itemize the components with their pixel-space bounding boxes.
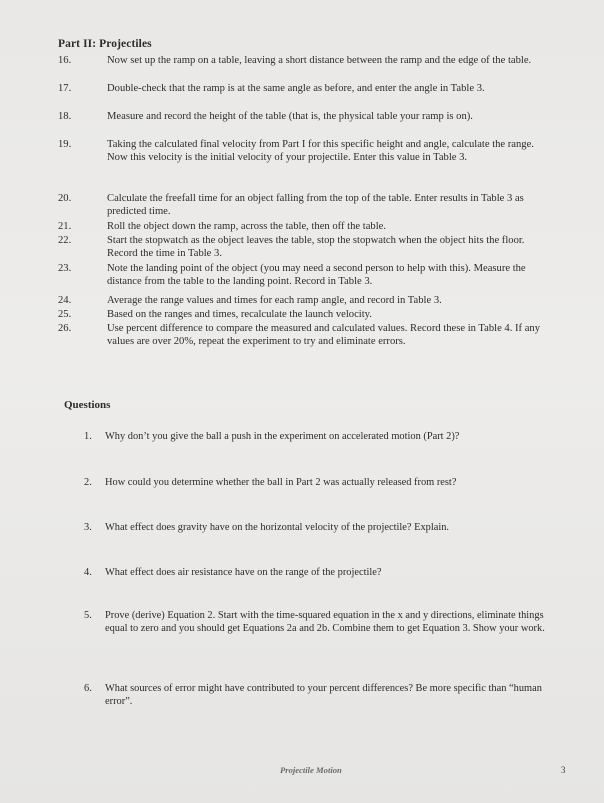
step-text: Based on the ranges and times, recalculate the launch velocity. xyxy=(107,309,372,320)
question-item xyxy=(84,431,554,444)
question-number: 2. xyxy=(84,477,92,488)
procedure-step xyxy=(56,111,556,124)
step-text: Average the range values and times for each ramp angle, and record in Table 3. xyxy=(107,295,442,306)
question-text: What effect does gravity have on the horizontal velocity of the projectile? Explain. xyxy=(105,522,450,533)
procedure-step xyxy=(56,309,556,322)
question-number: 5. xyxy=(84,610,92,621)
procedure-step xyxy=(56,55,556,68)
footer-title: Projectile Motion xyxy=(280,765,342,775)
procedure-step xyxy=(56,323,556,348)
question-number: 6. xyxy=(84,683,92,694)
procedure-step xyxy=(56,235,556,260)
procedure-step xyxy=(56,193,556,218)
step-number: 23. xyxy=(58,263,72,274)
step-number: 25. xyxy=(58,309,72,320)
question-text: What effect does air resistance have on the range of the projectile? xyxy=(105,567,382,578)
question-number: 4. xyxy=(84,567,92,578)
question-number: 1. xyxy=(84,431,92,442)
step-number: 19. xyxy=(58,139,72,150)
step-text: Taking the calculated final velocity from Part I for this specific height and angle, calculate the range. Now this velocity is the initial velocity of your projectile. Enter this value in Table 3. xyxy=(107,139,534,163)
question-text: Prove (derive) Equation 2. Start with the time-squared equation in the x and y directions, eliminate things equal to zero and you should get Equations 2a and 2b. Combine them to get Equation 3. Show your work. xyxy=(105,610,545,634)
step-text: Measure and record the height of the table (that is, the physical table your ramp is on). xyxy=(107,111,473,122)
question-text: How could you determine whether the ball in Part 2 was actually released from rest? xyxy=(105,477,457,488)
step-number: 24. xyxy=(58,295,72,306)
question-text: What sources of error might have contributed to your percent differences? Be more specific than “human error”. xyxy=(105,683,542,707)
question-item xyxy=(84,567,554,580)
procedure-step xyxy=(56,83,556,96)
step-number: 18. xyxy=(58,111,72,122)
procedure-step xyxy=(56,139,556,164)
step-number: 16. xyxy=(58,55,72,66)
step-text: Double-check that the ramp is at the same angle as before, and enter the angle in Table 3. xyxy=(107,83,485,94)
step-text: Calculate the freefall time for an object falling from the top of the table. Enter results in Table 3 as predicted time. xyxy=(107,193,524,217)
step-text: Now set up the ramp on a table, leaving a short distance between the ramp and the edge of the table. xyxy=(107,55,532,66)
step-text: Roll the object down the ramp, across the table, then off the table. xyxy=(107,221,386,232)
step-number: 21. xyxy=(58,221,72,232)
procedure-step xyxy=(56,263,556,288)
step-number: 26. xyxy=(58,323,72,334)
question-text: Why don’t you give the ball a push in the experiment on accelerated motion (Part 2)? xyxy=(105,431,460,442)
question-item xyxy=(84,610,554,635)
section-heading-questions: Questions xyxy=(64,399,111,411)
step-text: Note the landing point of the object (you may need a second person to help with this). Measure the distance from the table to the landing point. Record in Table 3. xyxy=(107,263,526,287)
step-number: 22. xyxy=(58,235,72,246)
step-number: 20. xyxy=(58,193,72,204)
question-item xyxy=(84,477,554,490)
step-text: Use percent difference to compare the measured and calculated values. Record these in Table 4. If any values are over 20%, repeat the experiment to try and eliminate errors. xyxy=(107,323,541,347)
question-number: 3. xyxy=(84,522,92,533)
question-item xyxy=(84,522,554,535)
step-text: Start the stopwatch as the object leaves the table, stop the stopwatch when the object hits the floor. Record the time in Table 3. xyxy=(107,235,525,259)
procedure-step xyxy=(56,295,556,308)
step-number: 17. xyxy=(58,83,72,94)
procedure-step xyxy=(56,221,556,234)
page-number: 3 xyxy=(561,765,566,775)
section-heading-part-2: Part II: Projectiles xyxy=(58,38,152,50)
question-item xyxy=(84,683,554,708)
